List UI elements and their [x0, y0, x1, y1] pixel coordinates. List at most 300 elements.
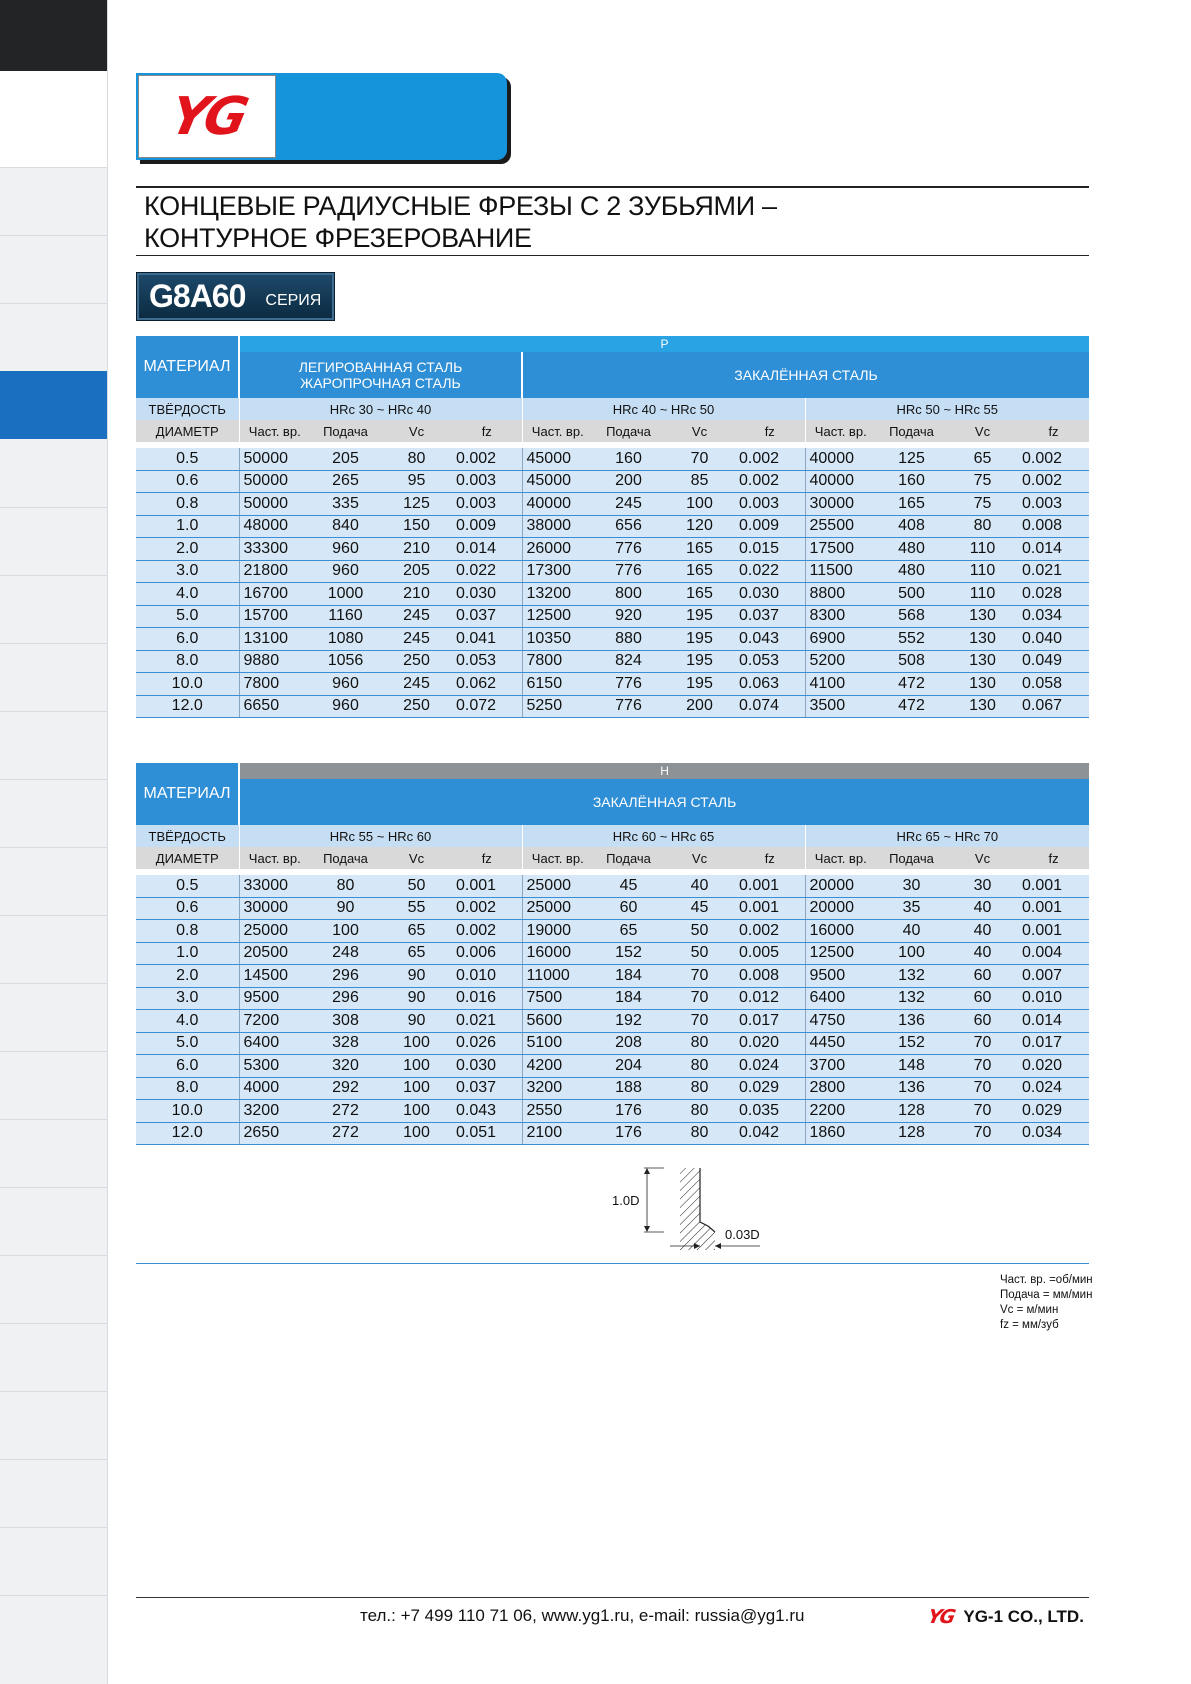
value-cell: 0.035 — [735, 1100, 805, 1123]
value-cell: 7200 — [239, 1010, 310, 1033]
value-cell: 200 — [593, 470, 664, 493]
value-cell: 472 — [876, 673, 947, 696]
diameter-label: ДИАМЕТР — [136, 420, 239, 442]
table-row — [136, 448, 1089, 470]
value-cell: 480 — [876, 538, 947, 561]
diameter-cell: 10.0 — [136, 1100, 239, 1123]
value-cell: 30000 — [239, 897, 310, 920]
value-cell: 148 — [876, 1055, 947, 1078]
value-cell: 11500 — [805, 560, 876, 583]
sidebar-divider — [0, 235, 107, 236]
diameter-cell: 1.0 — [136, 515, 239, 538]
value-cell: 4750 — [805, 1010, 876, 1033]
value-cell: 508 — [876, 650, 947, 673]
value-cell: 0.008 — [735, 965, 805, 988]
diameter-cell: 0.8 — [136, 920, 239, 943]
col-header-feed: Подача — [593, 847, 664, 869]
value-cell: 0.009 — [452, 515, 522, 538]
value-cell: 70 — [947, 1100, 1018, 1123]
value-cell: 205 — [310, 448, 381, 470]
cutting-depth-diagram — [600, 1160, 780, 1250]
value-cell: 40 — [947, 942, 1018, 965]
col-header-fz: fz — [452, 420, 522, 442]
value-cell: 50 — [664, 920, 735, 943]
value-cell: 80 — [947, 515, 1018, 538]
value-cell: 19000 — [522, 920, 593, 943]
value-cell: 0.002 — [1018, 448, 1089, 470]
value-cell: 160 — [876, 470, 947, 493]
value-cell: 0.010 — [452, 965, 522, 988]
value-cell: 245 — [381, 628, 452, 651]
value-cell: 1080 — [310, 628, 381, 651]
value-cell: 65 — [947, 448, 1018, 470]
value-cell: 1000 — [310, 583, 381, 606]
value-cell: 5300 — [239, 1055, 310, 1078]
value-cell: 3500 — [805, 695, 876, 718]
value-cell: 50 — [381, 875, 452, 897]
cutting-data-table-h — [136, 763, 1089, 1145]
table-row — [136, 628, 1089, 651]
value-cell: 0.041 — [452, 628, 522, 651]
value-cell: 9500 — [239, 987, 310, 1010]
value-cell: 80 — [664, 1032, 735, 1055]
value-cell: 0.002 — [452, 448, 522, 470]
value-cell: 70 — [947, 1055, 1018, 1078]
value-cell: 45 — [593, 875, 664, 897]
value-cell: 2200 — [805, 1100, 876, 1123]
value-cell: 195 — [664, 673, 735, 696]
table-row — [136, 538, 1089, 561]
value-cell: 16000 — [522, 942, 593, 965]
value-cell: 3700 — [805, 1055, 876, 1078]
table-row — [136, 920, 1089, 943]
value-cell: 100 — [664, 493, 735, 516]
footer-logo-mark: YG — [925, 1606, 956, 1628]
value-cell: 552 — [876, 628, 947, 651]
value-cell: 13200 — [522, 583, 593, 606]
table-row — [136, 1032, 1089, 1055]
value-cell: 0.014 — [1018, 538, 1089, 561]
sidebar-divider — [0, 711, 107, 712]
value-cell: 80 — [664, 1055, 735, 1078]
value-cell: 9880 — [239, 650, 310, 673]
value-cell: 30 — [876, 875, 947, 897]
sidebar-divider — [0, 847, 107, 848]
table-row — [136, 695, 1089, 718]
value-cell: 320 — [310, 1055, 381, 1078]
unit-vc: Vc = м/мин — [1000, 1304, 1059, 1316]
sidebar-divider — [0, 983, 107, 984]
value-cell: 0.022 — [452, 560, 522, 583]
diameter-cell: 6.0 — [136, 1055, 239, 1078]
value-cell: 0.026 — [452, 1032, 522, 1055]
table-row — [136, 965, 1089, 988]
value-cell: 165 — [664, 538, 735, 561]
value-cell: 245 — [381, 673, 452, 696]
value-cell: 9500 — [805, 965, 876, 988]
depth-label: 1.0D — [612, 1193, 640, 1208]
value-cell: 65 — [381, 942, 452, 965]
value-cell: 0.008 — [1018, 515, 1089, 538]
table-row — [136, 1010, 1089, 1033]
value-cell: 150 — [381, 515, 452, 538]
value-cell: 40000 — [522, 493, 593, 516]
value-cell: 195 — [664, 650, 735, 673]
col-header-rpm: Част. вр. — [239, 847, 310, 869]
value-cell: 2650 — [239, 1122, 310, 1145]
value-cell: 250 — [381, 695, 452, 718]
value-cell: 7500 — [522, 987, 593, 1010]
value-cell: 100 — [381, 1122, 452, 1145]
table-row — [136, 1100, 1089, 1123]
diameter-cell: 6.0 — [136, 628, 239, 651]
sidebar-divider — [0, 1187, 107, 1188]
value-cell: 130 — [947, 605, 1018, 628]
value-cell: 4200 — [522, 1055, 593, 1078]
table-row — [136, 673, 1089, 696]
col-header-vc: Vc — [664, 847, 735, 869]
value-cell: 195 — [664, 605, 735, 628]
value-cell: 30000 — [805, 493, 876, 516]
value-cell: 0.003 — [452, 493, 522, 516]
col-header-fz: fz — [452, 847, 522, 869]
value-cell: 0.014 — [1018, 1010, 1089, 1033]
value-cell: 0.053 — [735, 650, 805, 673]
value-cell: 70 — [664, 448, 735, 470]
hardness-label: ТВЁРДОСТЬ — [136, 825, 239, 847]
value-cell: 0.021 — [452, 1010, 522, 1033]
value-cell: 80 — [381, 448, 452, 470]
material-hardened-steel: ЗАКАЛЁННАЯ СТАЛЬ — [522, 352, 1089, 398]
material-alloy-steel — [239, 352, 522, 398]
col-header-rpm: Част. вр. — [239, 420, 310, 442]
sidebar-divider — [0, 1119, 107, 1120]
col-header-feed: Подача — [876, 420, 947, 442]
value-cell: 152 — [876, 1032, 947, 1055]
value-cell: 40 — [664, 875, 735, 897]
value-cell: 0.014 — [452, 538, 522, 561]
value-cell: 0.001 — [1018, 875, 1089, 897]
value-cell: 130 — [947, 695, 1018, 718]
value-cell: 100 — [381, 1055, 452, 1078]
value-cell: 25000 — [239, 920, 310, 943]
sidebar-divider — [0, 1527, 107, 1528]
sidebar-divider — [0, 1459, 107, 1460]
value-cell: 2800 — [805, 1077, 876, 1100]
value-cell: 6650 — [239, 695, 310, 718]
value-cell: 110 — [947, 560, 1018, 583]
sidebar-divider — [0, 575, 107, 576]
footer-company-name: YG-1 CO., LTD. — [963, 1607, 1084, 1626]
sidebar-tab-active[interactable] — [0, 371, 107, 439]
value-cell: 70 — [947, 1077, 1018, 1100]
value-cell: 0.002 — [452, 897, 522, 920]
value-cell: 100 — [876, 942, 947, 965]
value-cell: 0.020 — [735, 1032, 805, 1055]
value-cell: 12500 — [805, 942, 876, 965]
sidebar-divider — [0, 1595, 107, 1596]
arrow-head — [644, 1168, 650, 1174]
table-row — [136, 493, 1089, 516]
hardness-range: HRc 65 ~ HRc 70 — [805, 825, 1089, 847]
value-cell: 100 — [381, 1077, 452, 1100]
col-header-vc: Vc — [947, 847, 1018, 869]
value-cell: 130 — [947, 628, 1018, 651]
value-cell: 0.002 — [1018, 470, 1089, 493]
value-cell: 0.001 — [1018, 920, 1089, 943]
brand-logo — [138, 75, 276, 158]
value-cell: 11000 — [522, 965, 593, 988]
value-cell: 125 — [876, 448, 947, 470]
value-cell: 35 — [876, 897, 947, 920]
value-cell: 20500 — [239, 942, 310, 965]
value-cell: 60 — [947, 987, 1018, 1010]
value-cell: 210 — [381, 538, 452, 561]
value-cell: 0.042 — [735, 1122, 805, 1145]
value-cell: 176 — [593, 1100, 664, 1123]
footer-rule — [136, 1597, 1089, 1598]
sidebar-divider — [0, 1323, 107, 1324]
value-cell: 0.003 — [452, 470, 522, 493]
arrow-head — [644, 1226, 650, 1232]
value-cell: 165 — [876, 493, 947, 516]
col-header-feed: Подача — [310, 847, 381, 869]
value-cell: 0.043 — [452, 1100, 522, 1123]
value-cell: 110 — [947, 538, 1018, 561]
value-cell: 6900 — [805, 628, 876, 651]
sidebar-divider — [0, 1391, 107, 1392]
value-cell: 308 — [310, 1010, 381, 1033]
value-cell: 184 — [593, 965, 664, 988]
value-cell: 130 — [947, 673, 1018, 696]
value-cell: 17300 — [522, 560, 593, 583]
value-cell: 0.037 — [452, 605, 522, 628]
value-cell: 0.017 — [1018, 1032, 1089, 1055]
value-cell: 0.062 — [452, 673, 522, 696]
diameter-cell: 0.6 — [136, 470, 239, 493]
col-header-vc: Vc — [381, 847, 452, 869]
value-cell: 16000 — [805, 920, 876, 943]
value-cell: 6400 — [239, 1032, 310, 1055]
diameter-cell: 4.0 — [136, 1010, 239, 1033]
value-cell: 80 — [664, 1077, 735, 1100]
footer-logo — [925, 1606, 1084, 1628]
value-cell: 40000 — [805, 470, 876, 493]
value-cell: 160 — [593, 448, 664, 470]
value-cell: 0.004 — [1018, 942, 1089, 965]
value-cell: 292 — [310, 1077, 381, 1100]
value-cell: 0.007 — [1018, 965, 1089, 988]
value-cell: 335 — [310, 493, 381, 516]
sidebar-divider — [0, 1051, 107, 1052]
value-cell: 90 — [381, 1010, 452, 1033]
footnote-rule — [136, 1263, 1089, 1264]
value-cell: 210 — [381, 583, 452, 606]
table-row — [136, 987, 1089, 1010]
side-navigation — [0, 0, 108, 1684]
value-cell: 50 — [664, 942, 735, 965]
value-cell: 0.012 — [735, 987, 805, 1010]
value-cell: 132 — [876, 965, 947, 988]
value-cell: 75 — [947, 470, 1018, 493]
hardness-range: HRc 55 ~ HRc 60 — [239, 825, 522, 847]
material-alloy-line-2: ЖАРОПРОЧНАЯ СТАЛЬ — [300, 375, 461, 391]
col-header-vc: Vc — [381, 420, 452, 442]
value-cell: 0.001 — [452, 875, 522, 897]
sidebar-divider — [0, 643, 107, 644]
step-label: 0.03D — [725, 1227, 760, 1242]
table-row — [136, 897, 1089, 920]
value-cell: 0.003 — [1018, 493, 1089, 516]
diameter-cell: 2.0 — [136, 965, 239, 988]
value-cell: 55 — [381, 897, 452, 920]
profile-outline — [700, 1168, 715, 1232]
table-row — [136, 560, 1089, 583]
value-cell: 48000 — [239, 515, 310, 538]
value-cell: 50000 — [239, 470, 310, 493]
value-cell: 136 — [876, 1077, 947, 1100]
value-cell: 656 — [593, 515, 664, 538]
value-cell: 960 — [310, 695, 381, 718]
value-cell: 0.051 — [452, 1122, 522, 1145]
value-cell: 0.040 — [1018, 628, 1089, 651]
hardness-range: HRc 30 ~ HRc 40 — [239, 398, 522, 420]
value-cell: 90 — [310, 897, 381, 920]
table-row — [136, 515, 1089, 538]
value-cell: 296 — [310, 965, 381, 988]
value-cell: 880 — [593, 628, 664, 651]
table-row — [136, 1122, 1089, 1145]
value-cell: 776 — [593, 695, 664, 718]
value-cell: 480 — [876, 560, 947, 583]
value-cell: 1160 — [310, 605, 381, 628]
value-cell: 205 — [381, 560, 452, 583]
value-cell: 0.030 — [452, 1055, 522, 1078]
title-rule-bottom — [136, 255, 1089, 256]
page-title — [144, 190, 1044, 254]
value-cell: 0.002 — [735, 448, 805, 470]
value-cell: 0.049 — [1018, 650, 1089, 673]
value-cell: 65 — [593, 920, 664, 943]
units-legend — [1000, 1273, 1093, 1333]
sidebar-divider — [0, 779, 107, 780]
material-group-p: P — [239, 336, 1089, 352]
col-header-rpm: Част. вр. — [522, 420, 593, 442]
value-cell: 0.034 — [1018, 605, 1089, 628]
value-cell: 60 — [593, 897, 664, 920]
table-body — [136, 875, 1089, 1145]
value-cell: 920 — [593, 605, 664, 628]
diameter-cell: 5.0 — [136, 605, 239, 628]
value-cell: 500 — [876, 583, 947, 606]
value-cell: 21800 — [239, 560, 310, 583]
value-cell: 14500 — [239, 965, 310, 988]
value-cell: 50000 — [239, 448, 310, 470]
value-cell: 5250 — [522, 695, 593, 718]
value-cell: 200 — [664, 695, 735, 718]
unit-rpm: Част. вр. =об/мин — [1000, 1274, 1093, 1286]
value-cell: 20000 — [805, 897, 876, 920]
value-cell: 40 — [876, 920, 947, 943]
value-cell: 95 — [381, 470, 452, 493]
value-cell: 0.074 — [735, 695, 805, 718]
value-cell: 25000 — [522, 897, 593, 920]
unit-feed: Подача = мм/мин — [1000, 1289, 1093, 1301]
value-cell: 0.009 — [735, 515, 805, 538]
value-cell: 2100 — [522, 1122, 593, 1145]
series-badge — [136, 272, 335, 321]
value-cell: 0.024 — [1018, 1077, 1089, 1100]
value-cell: 136 — [876, 1010, 947, 1033]
table-body — [136, 448, 1089, 718]
diameter-cell: 3.0 — [136, 560, 239, 583]
value-cell: 776 — [593, 560, 664, 583]
value-cell: 0.010 — [1018, 987, 1089, 1010]
value-cell: 7800 — [522, 650, 593, 673]
value-cell: 70 — [664, 1010, 735, 1033]
brand-header — [136, 73, 507, 160]
value-cell: 80 — [664, 1122, 735, 1145]
hardness-range: HRc 50 ~ HRc 55 — [805, 398, 1089, 420]
col-header-feed: Подача — [593, 420, 664, 442]
arrow-head — [715, 1243, 721, 1249]
value-cell: 0.067 — [1018, 695, 1089, 718]
value-cell: 0.001 — [1018, 897, 1089, 920]
value-cell: 248 — [310, 942, 381, 965]
value-cell: 6150 — [522, 673, 593, 696]
col-header-fz: fz — [735, 847, 805, 869]
value-cell: 245 — [381, 605, 452, 628]
diameter-cell: 8.0 — [136, 1077, 239, 1100]
value-cell: 65 — [381, 920, 452, 943]
diameter-cell: 1.0 — [136, 942, 239, 965]
value-cell: 26000 — [522, 538, 593, 561]
value-cell: 0.024 — [735, 1055, 805, 1078]
col-header-rpm: Част. вр. — [522, 847, 593, 869]
value-cell: 125 — [381, 493, 452, 516]
value-cell: 0.029 — [1018, 1100, 1089, 1123]
value-cell: 0.037 — [452, 1077, 522, 1100]
value-cell: 7800 — [239, 673, 310, 696]
value-cell: 90 — [381, 987, 452, 1010]
value-cell: 245 — [593, 493, 664, 516]
value-cell: 0.037 — [735, 605, 805, 628]
value-cell: 824 — [593, 650, 664, 673]
value-cell: 195 — [664, 628, 735, 651]
value-cell: 70 — [664, 965, 735, 988]
diameter-cell: 0.6 — [136, 897, 239, 920]
table-row — [136, 605, 1089, 628]
unit-fz: fz = мм/зуб — [1000, 1319, 1059, 1331]
value-cell: 12500 — [522, 605, 593, 628]
col-header-fz: fz — [1018, 420, 1089, 442]
value-cell: 40 — [947, 897, 1018, 920]
value-cell: 328 — [310, 1032, 381, 1055]
value-cell: 130 — [947, 650, 1018, 673]
value-cell: 25500 — [805, 515, 876, 538]
value-cell: 40000 — [805, 448, 876, 470]
value-cell: 0.001 — [735, 875, 805, 897]
value-cell: 176 — [593, 1122, 664, 1145]
table-row — [136, 875, 1089, 897]
value-cell: 38000 — [522, 515, 593, 538]
value-cell: 6400 — [805, 987, 876, 1010]
value-cell: 128 — [876, 1100, 947, 1123]
diameter-cell: 10.0 — [136, 673, 239, 696]
value-cell: 0.003 — [735, 493, 805, 516]
value-cell: 100 — [381, 1100, 452, 1123]
value-cell: 8300 — [805, 605, 876, 628]
